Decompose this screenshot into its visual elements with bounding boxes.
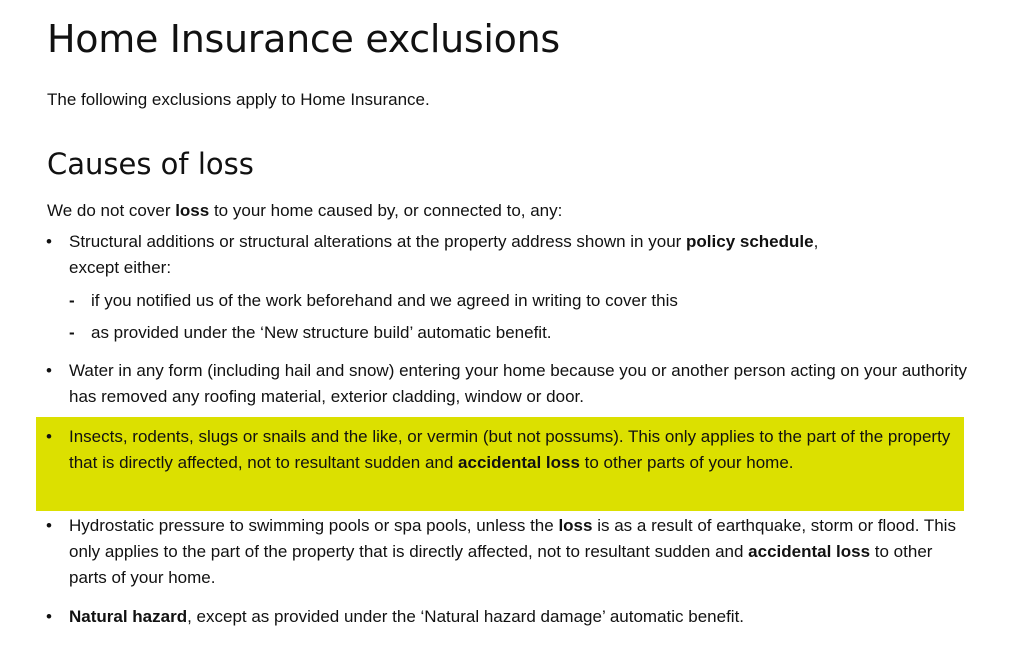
sub-item-new-structure	[69, 320, 971, 346]
exclusion-item-water	[46, 358, 974, 410]
exclusion-text: Water in any form (including hail and snow) entering your home because you or another person acting on your authority has removed any roofing material, exterior cladding, window or door.	[69, 361, 968, 406]
defined-term: policy schedule	[686, 232, 814, 251]
exclusion-text: to other parts of your home.	[579, 453, 794, 472]
defined-term: loss	[558, 516, 593, 535]
intro-text: The following exclusions apply to Home Insurance.	[47, 90, 430, 109]
exclusion-item-hydrostatic	[46, 513, 974, 591]
defined-term: Natural hazard	[69, 607, 188, 626]
page-title: Home Insurance exclusions	[47, 17, 560, 61]
defined-term: accidental loss	[748, 542, 871, 561]
section-title: Causes of loss	[47, 147, 254, 181]
section-lead	[47, 201, 562, 221]
exclusion-item-insects	[46, 424, 974, 476]
exclusion-item-natural-hazard	[46, 604, 974, 630]
bullet-marker: •	[46, 427, 52, 446]
sub-item-notified	[69, 288, 971, 314]
lead-prefix: We do not cover	[47, 201, 176, 220]
bullet-marker: •	[46, 361, 52, 380]
defined-term: accidental loss	[458, 453, 580, 472]
exclusion-text: is as a result of earthquake, storm or flood. This only applies to the part of the property that is directly affected, not to resultant sudden and	[69, 516, 956, 561]
exclusion-text: Hydrostatic pressure to swimming pools or spa pools, unless the	[69, 516, 559, 535]
dash-marker: -	[69, 291, 75, 310]
exclusion-text: Structural additions or structural alterations at the property address shown in your	[69, 232, 687, 251]
bullet-marker: •	[46, 516, 52, 535]
lead-bold-term: loss	[175, 201, 210, 220]
bullet-marker: •	[46, 232, 52, 251]
exclusion-text: to other parts of your home.	[69, 542, 933, 587]
lead-suffix: to your home caused by, or connected to, any:	[209, 201, 563, 220]
exclusion-text: except either:	[69, 258, 172, 277]
exclusion-text: , except as provided under the ‘Natural hazard damage’ automatic benefit.	[187, 607, 745, 626]
bullet-marker: •	[46, 607, 52, 626]
exclusion-text: Insects, rodents, slugs or snails and the like, or vermin (but not possums). This only applies to the part of the property that is directly affected, not to resultant sudden and	[69, 427, 951, 472]
exclusion-text: ,	[813, 232, 819, 251]
sub-item-text: if you notified us of the work beforehand and we agreed in writing to cover this	[91, 291, 678, 310]
dash-marker: -	[69, 323, 75, 342]
sub-item-text: as provided under the ‘New structure build’ automatic benefit.	[91, 323, 552, 342]
exclusion-item-structural	[46, 229, 974, 281]
